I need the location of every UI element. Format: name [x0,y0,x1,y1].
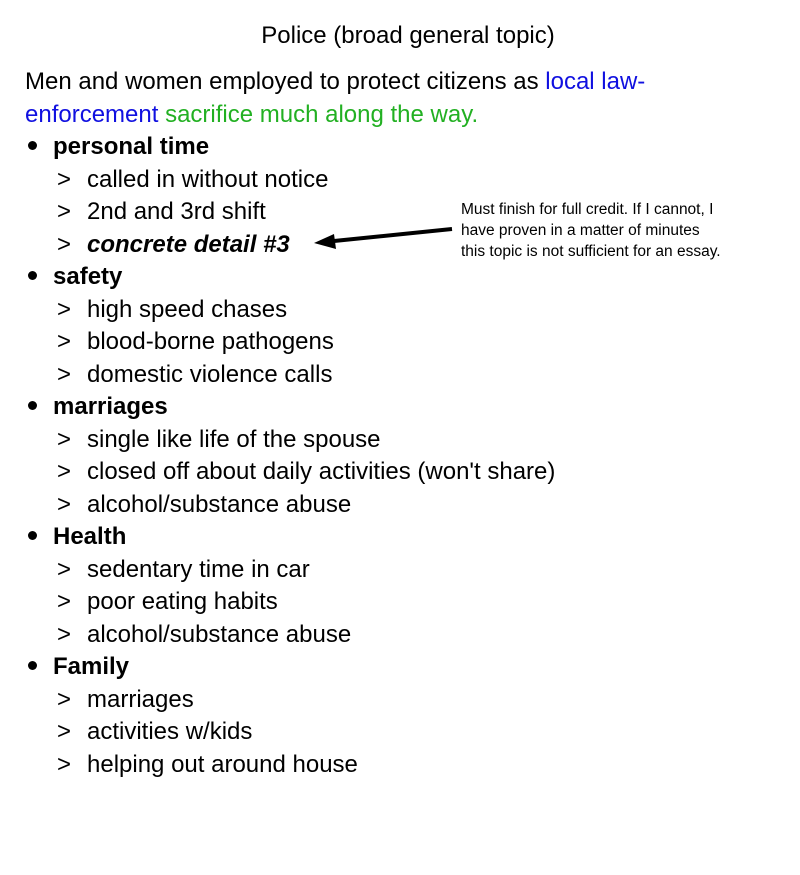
topic-health [25,521,765,554]
subpoint-text: sedentary time in car [87,555,310,583]
subpoint-text: alcohol/substance abuse [87,620,352,648]
gt-marker: > [57,425,72,453]
subpoint [25,554,765,587]
subpoint-text: closed off about daily activities (won't share) [87,458,556,485]
topic-label: safety [53,263,123,290]
topic-label: marriages [53,393,168,420]
subpoint-text: marriages [87,685,194,713]
topic-label: Family [53,653,130,680]
gt-marker: > [57,230,72,258]
topic-marriages [25,391,765,424]
subpoint-text: blood-borne pathogens [87,328,334,355]
subpoint-text: domestic violence calls [87,360,333,388]
subpoint [25,749,765,782]
subpoint-text-concrete-detail: concrete detail #3 [87,230,290,258]
subpoint [25,716,765,749]
thesis-statement [25,66,745,131]
gt-marker: > [57,490,72,518]
gt-marker: > [57,360,72,388]
gt-marker: > [57,198,72,225]
gt-marker: > [57,295,72,323]
page-title: Police (broad general topic) [261,22,555,49]
gt-marker: > [57,750,72,778]
topic-label: Health [53,523,127,550]
subpoint [25,619,765,652]
subpoint-text: helping out around house [87,750,358,778]
subpoint-text: 2nd and 3rd shift [87,198,266,225]
note-line: have proven in a matter of minutes [461,222,700,239]
gt-marker: > [57,328,72,355]
subpoint [25,326,765,359]
gt-marker: > [57,165,72,193]
subpoint [25,684,765,717]
topic-label: personal time [53,133,210,160]
gt-marker: > [57,620,72,648]
thesis-part-2-highlight: local law-enforcement [25,68,646,128]
note-line: this topic is not sufficient for an essay. [461,243,721,260]
gt-marker: > [57,555,72,583]
annotation-note [461,199,781,262]
topic-safety [25,261,765,294]
topic-personal-time [25,131,765,164]
topic-family [25,651,765,684]
subpoint [25,164,765,197]
subpoint-text: alcohol/substance abuse [87,490,352,518]
subpoint-text: poor eating habits [87,588,278,615]
subpoint [25,489,765,522]
subpoint-text: high speed chases [87,295,288,323]
thesis-part-3-highlight: sacrifice much along the way. [158,100,479,128]
subpoint-text: single like life of the spouse [87,425,381,453]
subpoint [25,294,765,327]
note-line: Must finish for full credit. If I cannot, I [461,201,714,218]
gt-marker: > [57,718,72,745]
subpoint-text: called in without notice [87,165,329,193]
gt-marker: > [57,588,72,615]
subpoint-text: activities w/kids [87,718,253,745]
subpoint [25,586,765,619]
gt-marker: > [57,685,72,713]
gt-marker: > [57,458,72,485]
thesis-part-1: Men and women employed to protect citizens as [25,68,546,95]
subpoint [25,424,765,457]
subpoint [25,359,765,392]
subpoint [25,456,765,489]
